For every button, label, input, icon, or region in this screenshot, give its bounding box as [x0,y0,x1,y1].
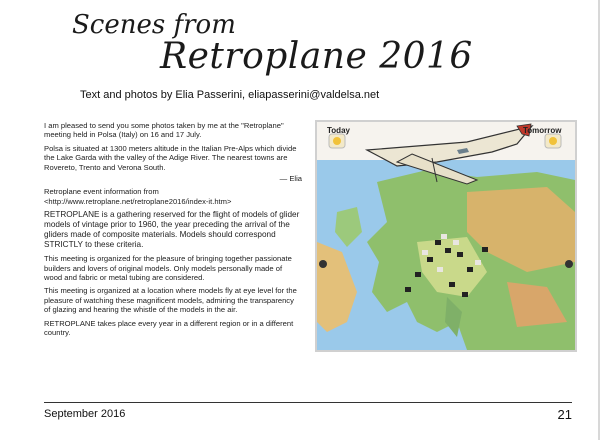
signature: — Elia [279,174,302,184]
paragraph-intro: I am pleased to send you some photos taken by me at the "Retroplane" meeting held in Polsa (Italy) on 16 and 17 July. [44,121,284,140]
page-number: 21 [557,407,572,422]
photo-map-board [315,120,577,352]
paragraph-location-eye-level: This meeting is organized at a location where models fly at eye level for the pleasure of watching these magnificent models, admiring the transparency of glazing and hearing the whistle of the models in the air. [44,286,297,315]
title-line-1: Scenes from [72,10,236,40]
paragraph-organized: This meeting is organized for the pleasure of bringing together passionate builders and lovers of original models. Only models personally made of wood and fabric or metal tubing are considered. [44,254,292,283]
page-title: Retroplane 2016 [160,36,473,77]
paragraph-retroplane: RETROPLANE is a gathering reserved for the flight of models of glider models of vintage prior to 1960, the year preceding the arrival of the gliders made of composite materials. Models should correspond STRICTLY to these criteria. [44,210,300,250]
footer-date: September 2016 [44,408,126,420]
byline: Text and photos by Elia Passerini, eliapasserini@valdelsa.net [80,89,380,101]
map-illustration [317,122,575,350]
paragraph-every-year: RETROPLANE takes place every year in a different region or in a different country. [44,318,294,338]
footer-divider [44,402,572,403]
label-tomorrow: Tomorrow [523,126,562,135]
paragraph-event-info: Retroplane event information from <http://www.retroplane.net/retroplane2016/index-it.htm> [44,187,232,206]
article-text [44,121,302,342]
label-today: Today [327,126,350,135]
paragraph-location: Polsa is situated at 1300 meters altitude in the Italian Pre-Alps which divide the Lake Garda with the valley of the Adige River. The nearest towns are Rovereto, Trento and Verona South. [44,143,297,172]
